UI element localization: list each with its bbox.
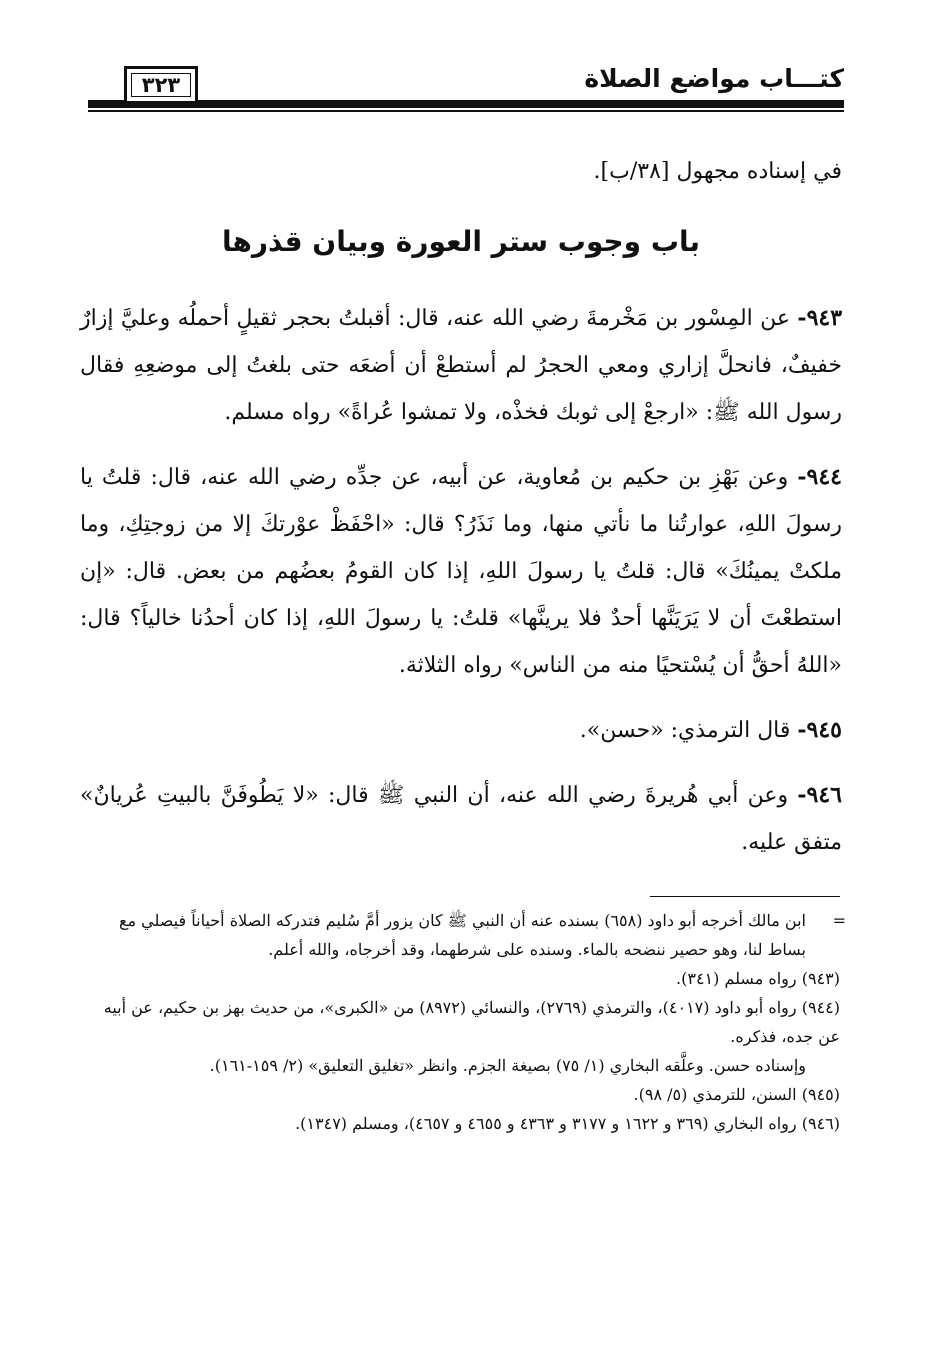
- hadith-number: ٩٤٤-: [797, 464, 842, 490]
- carry-over-text: في إسناده مجهول [٣٨/ب].: [593, 159, 842, 184]
- footnote-text: رواه مسلم (٣٤١).: [676, 969, 797, 988]
- hadith-text: عن المِسْور بن مَخْرمةَ رضي الله عنه، قال: أقبلتُ بحجر ثقيلٍ أحملُه وعليَّ إزارٌ خفيفٌ، فانحلَّ إزاري ومعي الحجرُ لم أستطعْ أن أضعَه حتى بلغتُ إلى موضعِهِ فقال رسول الله ﷺ: «ارجعْ إلى ثوبك فخذْه، ولا تمشوا عُراةً» رواه مسلم.: [80, 306, 842, 425]
- footnote-946: [88, 1109, 840, 1138]
- footnotes: [88, 906, 846, 1138]
- hadith-943: [80, 295, 842, 436]
- footnote-943: [88, 964, 840, 993]
- hadith-946: [80, 772, 842, 866]
- footnote-text: السنن، للترمذي (٥/ ٩٨).: [633, 1085, 797, 1104]
- hadith-number: ٩٤٣-: [797, 305, 843, 331]
- running-header: [88, 62, 844, 114]
- hadith-number: ٩٤٦-: [797, 782, 842, 808]
- hadith-945: [80, 707, 842, 754]
- footnote-continuation: [88, 906, 846, 964]
- continuation-mark: =: [832, 911, 846, 930]
- footnote-text: رواه أبو داود (٤٠١٧)، والترمذي (٢٧٦٩)، والنسائي (٨٩٧٢) من «الكبرى»، من حديث بهز بن حكيم، عن أبيه عن جده، فذكره.: [103, 998, 840, 1046]
- footnote-text: رواه البخاري (٣٦٩ و ١٦٢٢ و ٣١٧٧ و ٤٣٦٣ و ٤٦٥٥ و ٤٦٥٧)، ومسلم (١٣٤٧).: [295, 1114, 797, 1133]
- hadith-number: ٩٤٥-: [797, 717, 842, 743]
- footnote-label: (٩٤٦): [801, 1114, 840, 1133]
- footnote-944-continued: [88, 1051, 840, 1080]
- footnote-label: (٩٤٣): [801, 969, 840, 988]
- footnote-944: [88, 993, 840, 1051]
- footnote-text: وإسناده حسن. وعلَّقه البخاري (١/ ٧٥) بصيغة الجزم. وانظر «تغليق التعليق» (٢/ ١٥٩-١٦١).: [209, 1056, 806, 1075]
- hadith-944: [80, 454, 842, 689]
- hadith-text: وعن بَهْزِ بن حكيم بن مُعاوية، عن أبيه، عن جدِّه رضي الله عنه، قال: قلتُ يا رسولَ اللهِ، عوارتُنا ما نأتي منها، وما نَذَرُ؟ قال: «احْفَظْ عوْرتكَ إلا من زوجتِكِ، وما ملكتْ يمينُكَ» قال: قلتُ يا رسولَ اللهِ، إذا كان القومُ بعضُهم من بعض. قال: «إن استطعْتَ أن لا يَرَيَنَّها أحدٌ فلا يرينَّها» قلتُ: يا رسولَ اللهِ، إذا كان أحدُنا خالياً؟ قال: «اللهُ أحقُّ أن يُسْتحيًا منه من الناس» رواه الثلاثة.: [80, 465, 842, 678]
- hadith-text: وعن أبي هُريرةَ رضي الله عنه، أن النبي ﷺ قال: «لا يَطُوفَنَّ بالبيتِ عُريانٌ» متفق عليه.: [80, 783, 842, 855]
- main-text: [80, 148, 842, 884]
- footnote-label: (٩٤٤): [801, 998, 840, 1017]
- hadith-text: قال الترمذي: «حسن».: [579, 718, 791, 743]
- footnote-separator: [650, 896, 840, 897]
- footnote-label: (٩٤٥): [801, 1085, 840, 1104]
- chapter-title: باب وجوب ستر العورة وبيان قذرها: [222, 225, 700, 258]
- footnote-945: [88, 1080, 840, 1109]
- header-rule-thin: [88, 110, 844, 112]
- header-rule: [88, 100, 844, 108]
- section-title: كتـــاب مواضع الصلاة: [570, 62, 844, 96]
- page-number: ٣٢٣: [124, 66, 198, 104]
- footnote-text: ابن مالك أخرجه أبو داود (٦٥٨) بسنده عنه أن النبي ﷺ كان يزور أمَّ سُليم فتدركه الصلاة أحياناً فيصلي مع بساط لنا، وهو حصير ننضحه بالماء. وسنده على شرطهما، وقد أخرجاه، والله أعلم.: [119, 911, 806, 959]
